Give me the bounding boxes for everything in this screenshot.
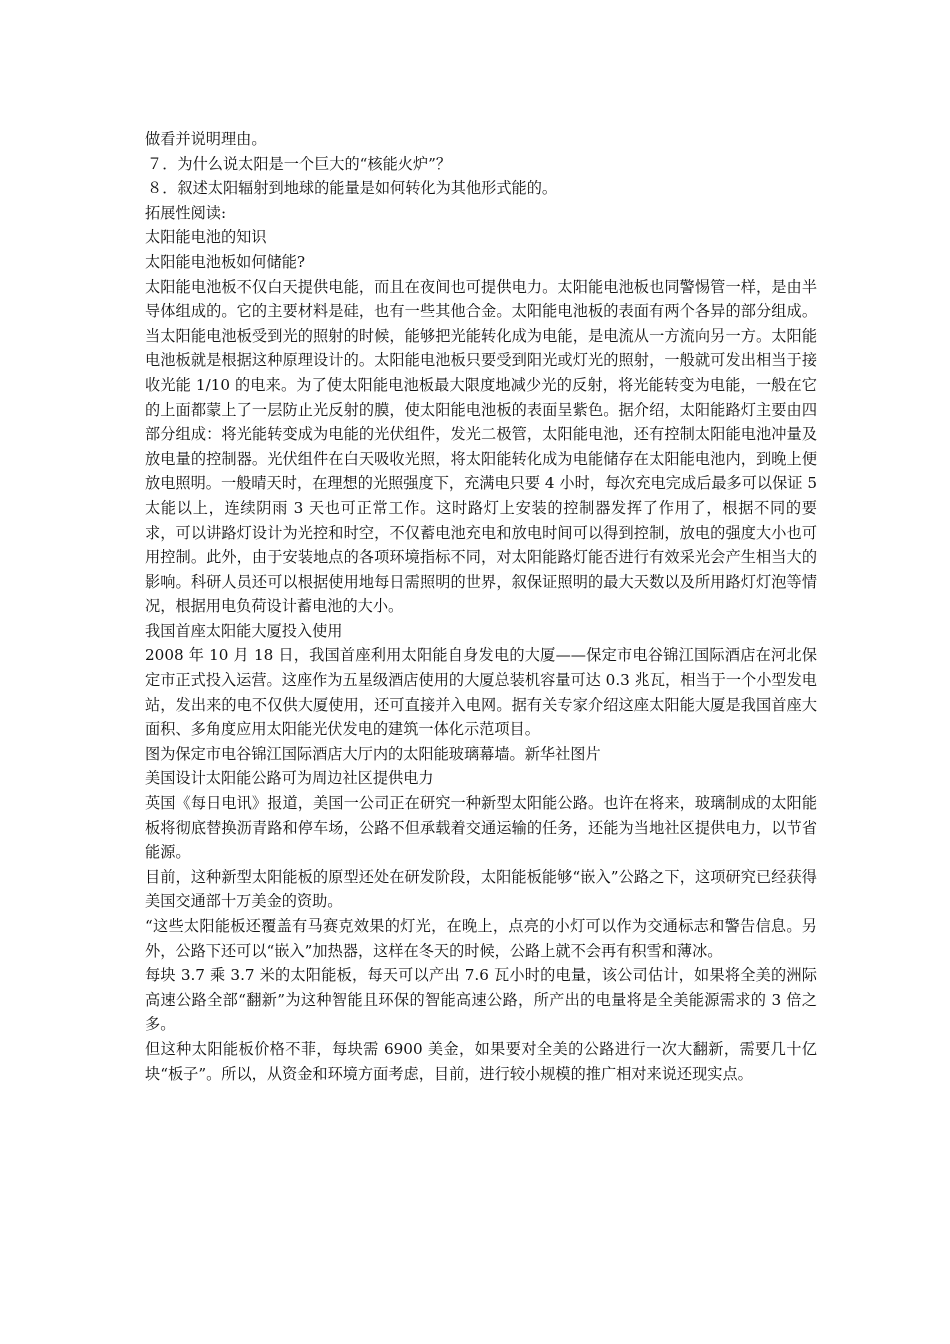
document-page: [145, 127, 817, 1086]
paragraph-solar-road-research: 目前，这种新型太阳能板的原型还处在研发阶段，太阳能板能够“嵌入”公路之下，这项研究已经获得美国交通部十万美金的资助。: [145, 867, 817, 911]
section-heading-solar-road: 美国设计太阳能公路可为周边社区提供电力: [145, 769, 434, 788]
question-8: ８．叙述太阳辐射到地球的能量是如何转化为其他形式能的。: [147, 179, 558, 198]
section-heading-solar-building: 我国首座太阳能大厦投入使用: [145, 621, 343, 640]
photo-caption: 图为保定市电谷锦江国际酒店大厅内的太阳能玻璃幕墙。新华社图片: [145, 744, 601, 763]
paragraph-solar-building: 2008 年 10 月 18 日，我国首座利用太阳能自身发电的大厦——保定市电谷锦江国际酒店在河北保定市正式投入运营。这座作为五星级酒店使用的大厦总装机容量可达 0.3 兆瓦，相当于一个小型发电站，发出来的电不仅供大厦使用，还可直接并入电网。据有关专家介绍这座太阳能大厦是我国首座大面积、多角度应用太阳能光伏发电的建筑一体化示范项目。: [145, 646, 817, 739]
paragraph-solar-road-output: 每块 3.7 乘 3.7 米的太阳能板，每天可以产出 7.6 瓦小时的电量，该公司估计，如果将全美的洲际高速公路全部“翻新”为这种智能且环保的智能高速公路，所产出的电量将是全美能源需求的 3 倍之多。: [145, 966, 817, 1034]
paragraph-solar-road-intro: 英国《每日电讯》报道，美国一公司正在研究一种新型太阳能公路。也许在将来，玻璃制成的太阳能板将彻底替换沥青路和停车场，公路不但承载着交通运输的任务，还能为当地社区提供电力，以节省能源。: [145, 794, 817, 862]
paragraph-solar-road-cost: 但这种太阳能板价格不菲，每块需 6900 美金，如果要对全美的公路进行一次大翻新，需要几十亿块“板子”。所以，从资金和环境方面考虑，目前，进行较小规模的推广相对来说还现实点。: [145, 1039, 817, 1083]
section-heading-storage: 太阳能电池板如何储能?: [145, 252, 306, 271]
paragraph-solar-panel: 太阳能电池板不仅白天提供电能，而且在夜间也可提供电力。太阳能电池板也同警惕管一样，是由半导体组成的。它的主要材料是硅，也有一些其他合金。太阳能电池板的表面有两个各异的部分组成。当太阳能电池板受到光的照射的时候，能够把光能转化成为电能，是电流从一方流向另一方。太阳能电池板就是根据这种原理设计的。太阳能电池板只要受到阳光或灯光的照射，一般就可发出相当于接收光能 1/10 的电来。为了使太阳能电池板最大限度地减少光的反射，将光能转变为电能，一般在它的上面都蒙上了一层防止光反射的膜，使太阳能电池板的表面呈紫色。据介绍，太阳能路灯主要由四部分组成：将光能转变成为电能的光伏组件，发光二极管，太阳能电池，还有控制太阳能电池冲量及放电量的控制器。光伏组件在白天吸收光照，将太阳能转化成为电能储存在太阳能电池内，到晚上便放电照明。一般晴天时，在理想的光照强度下，充满电只要 4 小时，每次充电完成后最多可以保证 5 太能以上，连续阴雨 3 天也可正常工作。这时路灯上安装的控制器发挥了作用了，根据不同的要求，可以讲路灯设计为光控和时空，不仅蓄电池充电和放电时间可以得到控制，放电的强度大小也可用控制。此外，由于安装地点的各项环境指标不同，对太阳能路灯能否进行有效采光会产生相当大的影响。科研人员还可以根据使用地每日需照明的世界，叙保证照明的最大天数以及所用路灯灯泡等情况，根据用电负荷设计蓄电池的大小。: [145, 277, 817, 616]
extended-reading-label: 拓展性阅读:: [145, 203, 227, 222]
text-line-intro: 做看并说明理由。: [145, 130, 267, 148]
question-7: ７．为什么说太阳是一个巨大的“核能火炉”？: [147, 154, 452, 173]
section-heading-solar-cell-knowledge: 太阳能电池的知识: [145, 228, 267, 247]
paragraph-solar-road-lights: “这些太阳能板还覆盖有马赛克效果的灯光，在晚上，点亮的小灯可以作为交通标志和警告信息。另外，公路下还可以“嵌入”加热器，这样在冬天的时候，公路上就不会再有积雪和薄冰。: [145, 917, 817, 960]
